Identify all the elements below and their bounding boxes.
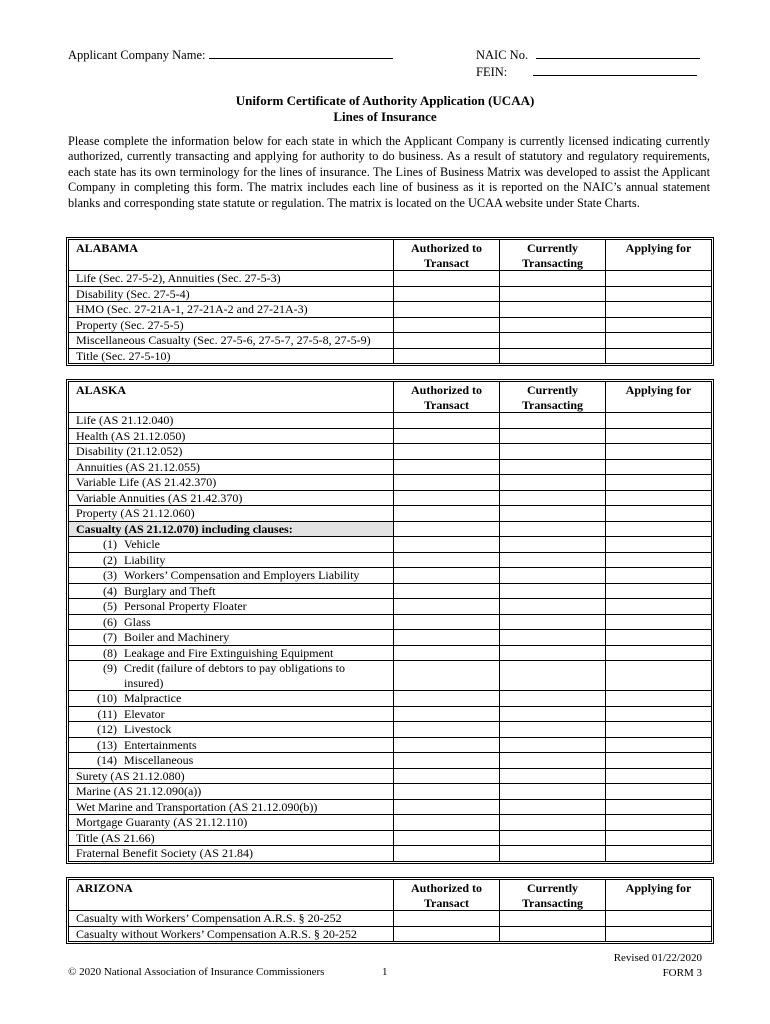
line-label: Title (Sec. 27-5-10) [69,348,394,364]
revised-date: Revised 01/22/2020 [613,952,702,964]
form-subtitle: Lines of Insurance [333,109,437,124]
applying-cell[interactable] [606,552,712,568]
clause-row [69,753,712,769]
transacting-cell[interactable] [500,413,606,429]
authorized-cell[interactable] [394,459,500,475]
authorized-cell[interactable] [394,475,500,491]
applying-cell[interactable] [606,926,712,942]
line-row [69,317,712,333]
casualty-group-row [69,521,712,537]
transacting-cell[interactable] [500,691,606,707]
col-transacting-header: Currently Transacting [500,382,606,413]
applying-cell[interactable] [606,459,712,475]
clause-number: (7) [103,630,117,644]
line-row [69,348,712,364]
applying-cell[interactable] [606,784,712,800]
clause-text: Elevator [124,706,165,721]
authorized-cell[interactable] [394,506,500,522]
clause-label [69,614,394,630]
clause-text: Liability [124,552,166,567]
applying-cell[interactable] [606,521,712,537]
clause-label [69,645,394,661]
clause-number: (9) [103,661,117,675]
line-label: Variable Annuities (AS 21.42.370) [69,490,394,506]
transacting-cell[interactable] [500,614,606,630]
transacting-cell[interactable] [500,599,606,615]
clause-text: Boiler and Machinery [124,630,230,644]
transacting-cell[interactable] [500,706,606,722]
authorized-cell[interactable] [394,815,500,831]
applying-cell[interactable] [606,661,712,691]
clause-label [69,661,394,691]
authorized-cell[interactable] [394,413,500,429]
line-label: Life (Sec. 27-5-2), Annuities (Sec. 27-5-3) [69,271,394,287]
line-label: Property (Sec. 27-5-5) [69,317,394,333]
authorized-cell[interactable] [394,799,500,815]
transacting-cell[interactable] [500,271,606,287]
clause-row [69,737,712,753]
line-row [69,815,712,831]
authorized-cell[interactable] [394,645,500,661]
transacting-cell[interactable] [500,737,606,753]
naic-number-blank[interactable] [536,46,700,59]
applying-cell[interactable] [606,568,712,584]
clause-label [69,599,394,615]
applying-cell[interactable] [606,271,712,287]
transacting-cell[interactable] [500,784,606,800]
clause-number: (6) [103,614,117,629]
fein-label: FEIN: [476,65,508,79]
applying-cell[interactable] [606,475,712,491]
line-row [69,911,712,927]
line-label: Casualty without Workers’ Compensation A.R.S. § 20-252 [69,926,394,942]
clause-number: (5) [103,599,117,613]
applying-cell[interactable] [606,428,712,444]
state-table-alabama [68,239,712,364]
transacting-cell[interactable] [500,317,606,333]
authorized-cell[interactable] [394,926,500,942]
line-label: Life (AS 21.12.040) [69,413,394,429]
form-number: FORM 3 [662,967,702,979]
instructions-paragraph: Please complete the information below for each state in which the Applicant Company is currently licensed indicating currently authorized, currently transacting and applying for authority to do business. As a result of statutory and regulatory requirements, each state has its own terminology for the lines of insurance. The Lines of Business Matrix was developed to assist the Applicant Company in completing this form. The matrix includes each line of business as it is reported on the NAIC’s annual statement blanks and corresponding state statute or regulation. The matrix is located on the UCAA website under State Charts. [68,134,710,210]
transacting-cell[interactable] [500,753,606,769]
clause-number: (3) [103,568,117,582]
clause-number: (2) [103,552,117,567]
transacting-cell[interactable] [500,911,606,927]
applying-cell[interactable] [606,830,712,846]
applying-cell[interactable] [606,768,712,784]
authorized-cell[interactable] [394,348,500,364]
clause-text: Workers’ Compensation and Employers Liability [124,568,360,582]
line-label: Title (AS 21.66) [69,830,394,846]
clause-label [69,722,394,738]
clause-row [69,552,712,568]
clause-text: Entertainments [124,737,197,752]
clause-label [69,691,394,707]
clause-number: (10) [97,691,117,705]
state-table-arizona [68,879,712,942]
line-label: Miscellaneous Casualty (Sec. 27-5-6, 27-5-7, 27-5-8, 27-5-9) [69,333,394,349]
state-name: ARIZONA [69,880,394,911]
authorized-cell[interactable] [394,568,500,584]
line-row [69,506,712,522]
authorized-cell[interactable] [394,271,500,287]
authorized-cell[interactable] [394,537,500,553]
line-row [69,333,712,349]
transacting-cell[interactable] [500,537,606,553]
applying-cell[interactable] [606,317,712,333]
line-label: Health (AS 21.12.050) [69,428,394,444]
state-name: ALABAMA [69,240,394,271]
applying-cell[interactable] [606,645,712,661]
clause-row [69,599,712,615]
line-row [69,846,712,862]
authorized-cell[interactable] [394,846,500,862]
transacting-cell[interactable] [500,926,606,942]
applying-cell[interactable] [606,630,712,646]
authorized-cell[interactable] [394,784,500,800]
line-row [69,302,712,318]
casualty-group-heading: Casualty (AS 21.12.070) including clauses: [69,521,394,537]
line-label: Annuities (AS 21.12.055) [69,459,394,475]
col-authorized-header: Authorized to Transact [394,382,500,413]
transacting-cell[interactable] [500,645,606,661]
applying-cell[interactable] [606,706,712,722]
line-label: Disability (21.12.052) [69,444,394,460]
clause-text: Vehicle [124,537,160,551]
clause-text: Miscellaneous [124,753,194,767]
authorized-cell[interactable] [394,490,500,506]
col-authorized-header: Authorized to Transact [394,880,500,911]
applying-cell[interactable] [606,722,712,738]
transacting-cell[interactable] [500,459,606,475]
authorized-cell[interactable] [394,830,500,846]
transacting-cell[interactable] [500,830,606,846]
transacting-cell[interactable] [500,506,606,522]
authorized-cell[interactable] [394,333,500,349]
naic-number-label: NAIC No. [476,48,529,62]
state-name: ALASKA [69,382,394,413]
line-row [69,413,712,429]
transacting-cell[interactable] [500,428,606,444]
line-label: Wet Marine and Transportation (AS 21.12.090(b)) [69,799,394,815]
authorized-cell[interactable] [394,317,500,333]
col-transacting-header: Currently Transacting [500,880,606,911]
clause-text: Livestock [124,722,172,736]
authorized-cell[interactable] [394,286,500,302]
authorized-cell[interactable] [394,630,500,646]
clause-text: Glass [124,614,151,629]
line-row [69,490,712,506]
clause-number: (12) [97,722,117,736]
line-row [69,271,712,287]
clause-text: Credit (failure of debtors to pay obligations to insured) [124,661,345,690]
line-label: Property (AS 21.12.060) [69,506,394,522]
clause-row [69,583,712,599]
authorized-cell[interactable] [394,444,500,460]
authorized-cell[interactable] [394,521,500,537]
clause-row [69,568,712,584]
line-label: Marine (AS 21.12.090(a)) [69,784,394,800]
fein-blank[interactable] [533,63,697,76]
transacting-cell[interactable] [500,661,606,691]
authorized-cell[interactable] [394,691,500,707]
line-label: HMO (Sec. 27-21A-1, 27-21A-2 and 27-21A-3) [69,302,394,318]
clause-label [69,630,394,646]
copyright-notice: © 2020 National Association of Insurance Commissioners [68,966,325,978]
clause-label [69,737,394,753]
authorized-cell[interactable] [394,768,500,784]
applying-cell[interactable] [606,333,712,349]
applying-cell[interactable] [606,799,712,815]
transacting-cell[interactable] [500,286,606,302]
applying-cell[interactable] [606,599,712,615]
line-label: Casualty with Workers’ Compensation A.R.S. § 20-252 [69,911,394,927]
clause-number: (4) [103,583,117,598]
transacting-cell[interactable] [500,444,606,460]
applying-cell[interactable] [606,846,712,862]
line-row [69,799,712,815]
line-label: Mortgage Guaranty (AS 21.12.110) [69,815,394,831]
transacting-cell[interactable] [500,815,606,831]
applying-cell[interactable] [606,302,712,318]
clause-label [69,753,394,769]
authorized-cell[interactable] [394,599,500,615]
clause-number: (1) [103,537,117,551]
authorized-cell[interactable] [394,302,500,318]
transacting-cell[interactable] [500,490,606,506]
transacting-cell[interactable] [500,302,606,318]
transacting-cell[interactable] [500,768,606,784]
page-number: 1 [382,966,388,978]
clause-label [69,568,394,584]
line-row [69,459,712,475]
clause-number: (11) [97,706,117,721]
transacting-cell[interactable] [500,846,606,862]
transacting-cell[interactable] [500,348,606,364]
clause-text: Leakage and Fire Extinguishing Equipment [124,645,334,660]
line-row [69,428,712,444]
clause-row [69,722,712,738]
authorized-cell[interactable] [394,552,500,568]
col-applying-header: Applying for [606,880,712,911]
line-row [69,768,712,784]
line-row [69,286,712,302]
line-row [69,830,712,846]
col-applying-header: Applying for [606,240,712,271]
fein-field[interactable] [476,63,697,80]
authorized-cell[interactable] [394,753,500,769]
authorized-cell[interactable] [394,583,500,599]
applying-cell[interactable] [606,753,712,769]
transacting-cell[interactable] [500,722,606,738]
clause-row [69,706,712,722]
clause-label [69,552,394,568]
clause-row [69,630,712,646]
clause-number: (8) [103,645,117,660]
clause-number: (14) [97,753,117,767]
authorized-cell[interactable] [394,661,500,691]
transacting-cell[interactable] [500,552,606,568]
line-label: Surety (AS 21.12.080) [69,768,394,784]
applicant-company-label: Applicant Company Name: [68,48,206,62]
line-row [69,475,712,491]
transacting-cell[interactable] [500,799,606,815]
line-row [69,784,712,800]
line-label: Disability (Sec. 27-5-4) [69,286,394,302]
col-authorized-header: Authorized to Transact [394,240,500,271]
clause-row [69,537,712,553]
col-applying-header: Applying for [606,382,712,413]
applying-cell[interactable] [606,614,712,630]
state-table-alaska [68,381,712,862]
authorized-cell[interactable] [394,614,500,630]
applying-cell[interactable] [606,815,712,831]
clause-row [69,661,712,691]
transacting-cell[interactable] [500,333,606,349]
authorized-cell[interactable] [394,428,500,444]
line-label: Fraternal Benefit Society (AS 21.84) [69,846,394,862]
transacting-cell[interactable] [500,630,606,646]
transacting-cell[interactable] [500,568,606,584]
col-transacting-header: Currently Transacting [500,240,606,271]
transacting-cell[interactable] [500,583,606,599]
line-row [69,444,712,460]
applying-cell[interactable] [606,537,712,553]
applying-cell[interactable] [606,444,712,460]
authorized-cell[interactable] [394,911,500,927]
applying-cell[interactable] [606,286,712,302]
applicant-company-blank[interactable] [209,46,393,59]
clause-text: Personal Property Floater [124,599,247,613]
applying-cell[interactable] [606,490,712,506]
applying-cell[interactable] [606,737,712,753]
clause-row [69,645,712,661]
form-title: Uniform Certificate of Authority Application (UCAA) [235,93,535,108]
clause-row [69,691,712,707]
applying-cell[interactable] [606,583,712,599]
clause-label [69,583,394,599]
authorized-cell[interactable] [394,737,500,753]
clause-row [69,614,712,630]
applying-cell[interactable] [606,348,712,364]
applying-cell[interactable] [606,691,712,707]
authorized-cell[interactable] [394,722,500,738]
clause-text: Burglary and Theft [124,583,216,598]
clause-number: (13) [97,737,117,752]
transacting-cell[interactable] [500,521,606,537]
clause-text: Malpractice [124,691,182,705]
authorized-cell[interactable] [394,706,500,722]
applicant-company-field[interactable] [68,46,393,63]
applying-cell[interactable] [606,506,712,522]
applying-cell[interactable] [606,911,712,927]
applying-cell[interactable] [606,413,712,429]
line-row [69,926,712,942]
line-label: Variable Life (AS 21.42.370) [69,475,394,491]
naic-number-field[interactable] [476,46,700,63]
transacting-cell[interactable] [500,475,606,491]
clause-label [69,537,394,553]
clause-label [69,706,394,722]
